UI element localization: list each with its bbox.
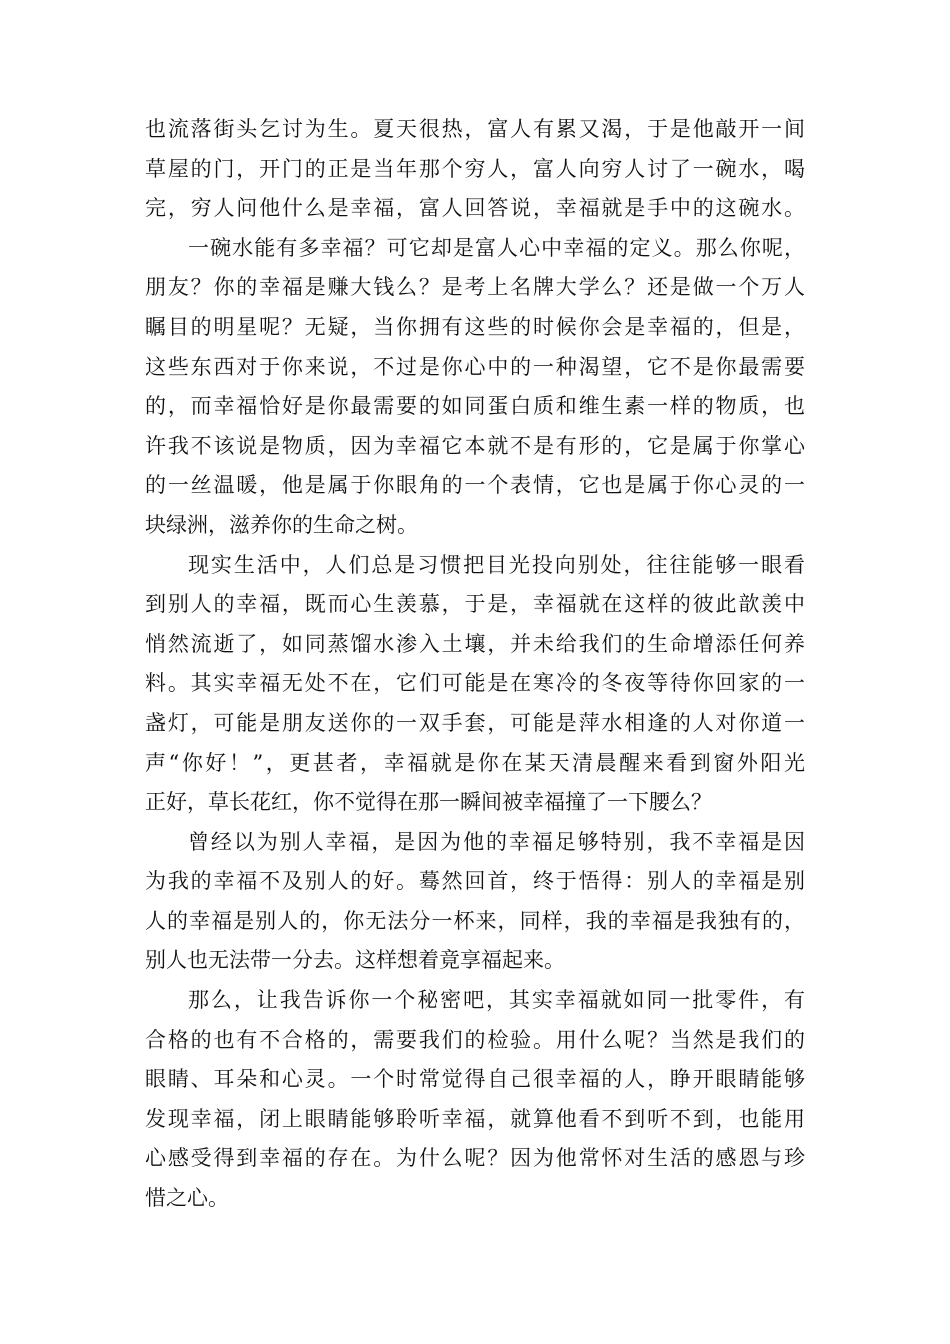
text-line: 眼睛、耳朵和心灵。一个时常觉得自己很幸福的人，睁开眼睛能够 (145, 1067, 805, 1092)
paragraph-first-line: 现实生活中，人们总是习惯把目光投向别处，往往能够一眼看 (188, 552, 805, 577)
text-line: 声“你好！”，更甚者，幸福就是你在某天清晨醒来看到窗外阳光 (145, 750, 805, 775)
text-line: 的，而幸福恰好是你最需要的如同蛋白质和维生素一样的物质，也 (145, 394, 805, 419)
text-line: 为我的幸福不及别人的好。蓦然回首，终于悟得：别人的幸福是别 (145, 869, 805, 894)
text-line: 合格的也有不合格的，需要我们的检验。用什么呢？当然是我们的 (145, 1027, 805, 1052)
text-line: 朋友？你的幸福是赚大钱么？是考上名牌大学么？还是做一个万人 (145, 275, 805, 300)
text-line: 盏灯，可能是朋友送你的一双手套，可能是萍水相逢的人对你道一 (145, 710, 805, 735)
text-line: 悄然流逝了，如同蒸馏水渗入土壤，并未给我们的生命增添任何养 (145, 631, 805, 656)
text-line: 心感受得到幸福的存在。为什么呢？因为他常怀对生活的感恩与珍 (145, 1146, 805, 1171)
paragraph-last-line: 惜之心。 (145, 1186, 229, 1211)
text-line: 瞩目的明星呢？无疑，当你拥有这些的时候你会是幸福的，但是， (145, 314, 805, 339)
text-line: 许我不该说是物质，因为幸福它本就不是有形的，它是属于你掌心 (145, 433, 805, 458)
text-line: 也流落街头乞讨为生。夏天很热，富人有累又渴，于是他敲开一间 (145, 117, 805, 141)
paragraph-last-line: 正好，草长花红，你不觉得在那一瞬间被幸福撞了一下腰么？ (145, 790, 712, 815)
document-page (145, 110, 805, 1219)
text-line: 到别人的幸福，既而心生羡慕，于是，幸福就在这样的彼此歆羡中 (145, 592, 805, 617)
text-line: 发现幸福，闭上眼睛能够聆听幸福，就算他看不到听不到，也能用 (145, 1106, 805, 1131)
text-line: 这些东西对于你来说，不过是你心中的一种渴望，它不是你最需要 (145, 354, 805, 379)
paragraph-first-line: 曾经以为别人幸福，是因为他的幸福足够特别，我不幸福是因 (188, 829, 805, 854)
text-line: 料。其实幸福无处不在，它们可能是在寒冷的冬夜等待你回家的一 (145, 671, 805, 696)
text-line: 完，穷人问他什么是幸福，富人回答说，幸福就是手中的这碗水。 (145, 196, 805, 221)
paragraph-last-line: 块绿洲，滋养你的生命之树。 (145, 512, 418, 537)
paragraph-first-line: 那么，让我告诉你一个秘密吧，其实幸福就如同一批零件，有 (188, 988, 805, 1013)
paragraph-last-line: 别人也无法带一分去。这样想着竟享福起来。 (145, 948, 565, 973)
text-line: 草屋的门，开门的正是当年那个穷人，富人向穷人讨了一碗水，喝 (145, 156, 805, 181)
text-line: 人的幸福是别人的，你无法分一杯来，同样，我的幸福是我独有的， (145, 908, 805, 933)
text-line: 的一丝温暖，他是属于你眼角的一个表情，它也是属于你心灵的一 (145, 473, 805, 498)
paragraph-first-line: 一碗水能有多幸福？可它却是富人心中幸福的定义。那么你呢， (188, 235, 805, 260)
